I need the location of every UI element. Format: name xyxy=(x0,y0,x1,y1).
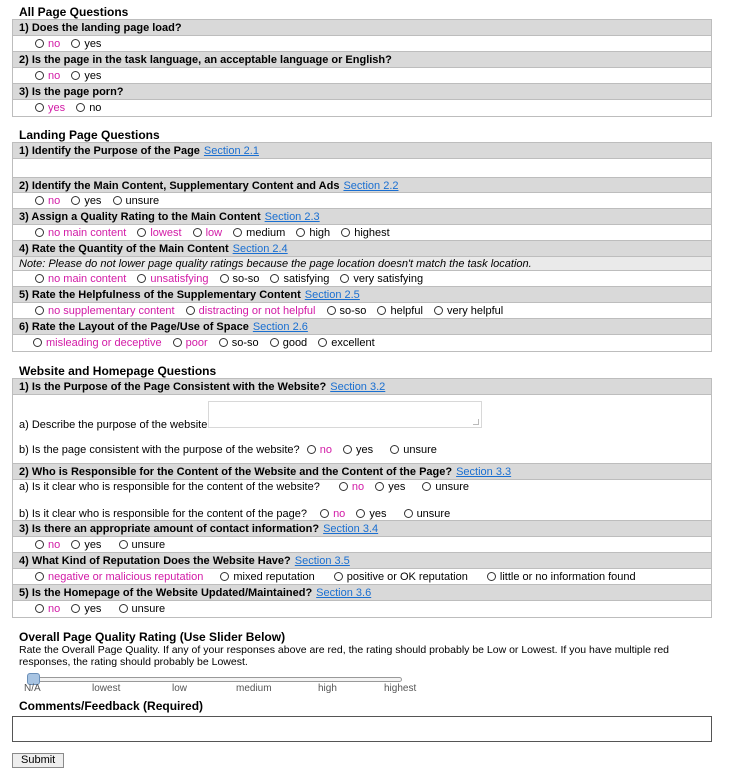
option-no[interactable]: no xyxy=(35,601,60,617)
question-title: 4) Rate the Quantity of the Main Content Section 2.4 xyxy=(13,241,711,257)
submit-button[interactable]: Submit xyxy=(12,753,64,768)
radio-button[interactable] xyxy=(119,604,128,613)
comments-heading: Comments/Feedback (Required) xyxy=(19,699,204,713)
section-link[interactable]: Section 3.3 xyxy=(456,466,512,478)
question-title: 2) Is the page in the task language, an acceptable language or English? xyxy=(13,52,711,68)
options-row xyxy=(13,271,711,287)
option-so-so[interactable]: so-so xyxy=(219,335,259,351)
radio-button[interactable] xyxy=(318,338,327,347)
radio-button[interactable] xyxy=(320,509,329,518)
radio-button[interactable] xyxy=(71,39,80,48)
slider-label-lowest: lowest xyxy=(92,683,121,694)
option-very-satisfying[interactable]: very satisfying xyxy=(340,271,423,287)
radio-button[interactable] xyxy=(173,338,182,347)
website-heading: Website and Homepage Questions xyxy=(19,364,217,378)
options-row xyxy=(13,303,711,319)
option-yes[interactable]: yes xyxy=(356,506,386,522)
option-yes[interactable]: yes xyxy=(343,442,373,458)
question-title: 1) Does the landing page load? xyxy=(13,20,711,36)
radio-button[interactable] xyxy=(137,274,146,283)
options-row xyxy=(13,225,711,241)
option-no[interactable]: no xyxy=(35,68,60,84)
option-unsure[interactable]: unsure xyxy=(390,442,437,458)
options-row xyxy=(13,335,711,351)
question-title: 1) Identify the Purpose of the Page Section 2.1 xyxy=(13,143,711,159)
question-title: 3) Is there an appropriate amount of contact information? Section 3.4 xyxy=(13,521,711,537)
option-satisfying[interactable]: satisfying xyxy=(270,271,329,287)
question-title: 2) Who is Responsible for the Content of the Website and the Content of the Page? Section 3.3 xyxy=(13,464,711,480)
all-page-table xyxy=(12,19,712,117)
option-yes[interactable]: yes xyxy=(71,68,101,84)
question-title: 5) Is the Homepage of the Website Updated/Maintained? Section 3.6 xyxy=(13,585,711,601)
radio-button[interactable] xyxy=(35,540,44,549)
responsibility-block xyxy=(13,480,711,521)
option-no[interactable]: no xyxy=(307,442,332,458)
options-row xyxy=(13,36,711,52)
option-yes[interactable]: yes xyxy=(71,36,101,52)
option-yes[interactable]: yes xyxy=(71,537,101,553)
radio-button[interactable] xyxy=(35,103,44,112)
options-row xyxy=(13,537,711,553)
slider-track[interactable] xyxy=(32,677,402,682)
radio-button[interactable] xyxy=(35,39,44,48)
option-so-so[interactable]: so-so xyxy=(327,303,367,319)
option-excellent[interactable]: excellent xyxy=(318,335,374,351)
radio-button[interactable] xyxy=(422,482,431,491)
question-title: 4) What Kind of Reputation Does the Website Have? Section 3.5 xyxy=(13,553,711,569)
radio-button[interactable] xyxy=(76,103,85,112)
radio-button[interactable] xyxy=(270,338,279,347)
radio-button[interactable] xyxy=(339,482,348,491)
section-link[interactable]: Section 3.6 xyxy=(316,587,372,599)
option-mixed-reputation[interactable]: mixed reputation xyxy=(220,569,314,585)
option-no[interactable]: no xyxy=(35,537,60,553)
radio-button[interactable] xyxy=(334,572,343,581)
section-link[interactable]: Section 2.3 xyxy=(264,211,320,223)
slider-label-na: N/A xyxy=(24,683,41,694)
option-unsure[interactable]: unsure xyxy=(422,479,469,495)
option-unsure[interactable]: unsure xyxy=(404,506,451,522)
section-link[interactable]: Section 2.1 xyxy=(203,145,259,157)
option-very-helpful[interactable]: very helpful xyxy=(434,303,503,319)
radio-button[interactable] xyxy=(113,196,122,205)
radio-button[interactable] xyxy=(137,228,146,237)
option-so-so[interactable]: so-so xyxy=(220,271,260,287)
subquestion-a: a) Describe the purpose of the website xyxy=(19,419,208,431)
location-note: Note: Please do not lower page quality ratings because the page location doesn't match the task location. xyxy=(13,257,711,271)
option-good[interactable]: good xyxy=(270,335,307,351)
radio-button[interactable] xyxy=(356,509,365,518)
section-link[interactable]: Section 2.4 xyxy=(232,243,288,255)
slider-label-medium: medium xyxy=(236,683,272,694)
options-row xyxy=(13,601,711,617)
options-row xyxy=(13,569,711,585)
website-table xyxy=(12,378,712,618)
radio-button[interactable] xyxy=(35,572,44,581)
radio-button[interactable] xyxy=(233,228,242,237)
radio-button[interactable] xyxy=(219,338,228,347)
radio-button[interactable] xyxy=(341,228,350,237)
option-negative-reputation[interactable]: negative or malicious reputation xyxy=(35,569,203,585)
subquestion-b-row: b) Is the page consistent with the purpose of the website? no yes unsure xyxy=(19,444,437,456)
radio-button[interactable] xyxy=(71,71,80,80)
radio-button[interactable] xyxy=(35,604,44,613)
radio-button[interactable] xyxy=(220,572,229,581)
overall-heading: Overall Page Quality Rating (Use Slider Below) xyxy=(19,630,286,644)
option-positive-reputation[interactable]: positive or OK reputation xyxy=(334,569,468,585)
option-medium[interactable]: medium xyxy=(233,225,285,241)
radio-button[interactable] xyxy=(71,604,80,613)
purpose-block xyxy=(13,395,711,464)
option-lowest[interactable]: lowest xyxy=(137,225,181,241)
radio-button[interactable] xyxy=(390,445,399,454)
option-no[interactable]: no xyxy=(35,193,60,209)
subquestion-b-row: b) Is it clear who is responsible for the content of the page? no yes unsure xyxy=(19,508,451,520)
radio-button[interactable] xyxy=(186,306,195,315)
option-unsure[interactable]: unsure xyxy=(113,193,160,209)
radio-button[interactable] xyxy=(193,228,202,237)
option-poor[interactable]: poor xyxy=(173,335,208,351)
option-no-main-content[interactable]: no main content xyxy=(35,225,126,241)
option-distracting[interactable]: distracting or not helpful xyxy=(186,303,316,319)
option-no[interactable]: no xyxy=(320,506,345,522)
comments-textarea[interactable] xyxy=(12,716,712,742)
radio-button[interactable] xyxy=(71,196,80,205)
all-page-heading: All Page Questions xyxy=(19,5,129,19)
radio-button[interactable] xyxy=(119,540,128,549)
section-link[interactable]: Section 3.5 xyxy=(294,555,350,567)
radio-button[interactable] xyxy=(343,445,352,454)
option-low[interactable]: low xyxy=(193,225,223,241)
radio-button[interactable] xyxy=(327,306,336,315)
radio-button[interactable] xyxy=(35,228,44,237)
radio-button[interactable] xyxy=(307,445,316,454)
option-misleading[interactable]: misleading or deceptive xyxy=(33,335,162,351)
radio-button[interactable] xyxy=(487,572,496,581)
question-title: 6) Rate the Layout of the Page/Use of Space Section 2.6 xyxy=(13,319,711,335)
options-row xyxy=(13,68,711,84)
radio-button[interactable] xyxy=(340,274,349,283)
option-unsure[interactable]: unsure xyxy=(119,537,166,553)
option-no-main-content[interactable]: no main content xyxy=(35,271,126,287)
radio-button[interactable] xyxy=(404,509,413,518)
radio-button[interactable] xyxy=(220,274,229,283)
option-no[interactable]: no xyxy=(339,479,364,495)
option-no[interactable]: no xyxy=(35,36,60,52)
question-title: 3) Assign a Quality Rating to the Main Content Section 2.3 xyxy=(13,209,711,225)
purpose-textarea[interactable] xyxy=(208,401,482,428)
options-row xyxy=(13,100,711,116)
overall-instructions: Rate the Overall Page Quality. If any of your responses above are red, the rating should probably be Low or Lowest. If you have multiple red responses, the rating should probably be Lowest. xyxy=(19,644,670,668)
radio-button[interactable] xyxy=(270,274,279,283)
radio-button[interactable] xyxy=(35,71,44,80)
option-yes[interactable]: yes xyxy=(71,193,101,209)
radio-button[interactable] xyxy=(377,306,386,315)
option-highest[interactable]: highest xyxy=(341,225,389,241)
slider-label-high: high xyxy=(318,683,337,694)
option-helpful[interactable]: helpful xyxy=(377,303,422,319)
radio-button[interactable] xyxy=(35,306,44,315)
radio-button[interactable] xyxy=(296,228,305,237)
option-unsatisfying[interactable]: unsatisfying xyxy=(137,271,208,287)
slider-label-low: low xyxy=(172,683,188,694)
slider-label-highest: highest xyxy=(384,683,417,694)
section-link[interactable]: Section 2.2 xyxy=(343,180,399,192)
question-title: 1) Is the Purpose of the Page Consistent with the Website? Section 3.2 xyxy=(13,379,711,395)
radio-button[interactable] xyxy=(35,274,44,283)
option-yes[interactable]: yes xyxy=(35,100,65,116)
options-row xyxy=(13,193,711,209)
radio-button[interactable] xyxy=(71,540,80,549)
question-title: 2) Identify the Main Content, Supplementary Content and Ads Section 2.2 xyxy=(13,177,711,193)
option-little-information[interactable]: little or no information found xyxy=(487,569,636,585)
section-link[interactable]: Section 3.2 xyxy=(330,381,386,393)
option-yes[interactable]: yes xyxy=(71,601,101,617)
radio-button[interactable] xyxy=(434,306,443,315)
subquestion-a-row: a) Is it clear who is responsible for the content of the website? no yes unsure xyxy=(19,481,470,493)
section-link[interactable]: Section 3.4 xyxy=(323,523,379,535)
purpose-answer-area[interactable] xyxy=(13,159,711,178)
option-no[interactable]: no xyxy=(76,100,101,116)
radio-button[interactable] xyxy=(35,196,44,205)
option-no-supplementary-content[interactable]: no supplementary content xyxy=(35,303,175,319)
question-title: 5) Rate the Helpfulness of the Supplementary Content Section 2.5 xyxy=(13,287,711,303)
section-link[interactable]: Section 2.6 xyxy=(252,321,308,333)
question-title: 3) Is the page porn? xyxy=(13,84,711,100)
landing-table xyxy=(12,142,712,352)
option-unsure[interactable]: unsure xyxy=(119,601,166,617)
quality-slider[interactable] xyxy=(12,671,432,695)
option-yes[interactable]: yes xyxy=(375,479,405,495)
section-link[interactable]: Section 2.5 xyxy=(304,289,360,301)
option-high[interactable]: high xyxy=(296,225,330,241)
radio-button[interactable] xyxy=(33,338,42,347)
radio-button[interactable] xyxy=(375,482,384,491)
landing-heading: Landing Page Questions xyxy=(19,128,160,142)
